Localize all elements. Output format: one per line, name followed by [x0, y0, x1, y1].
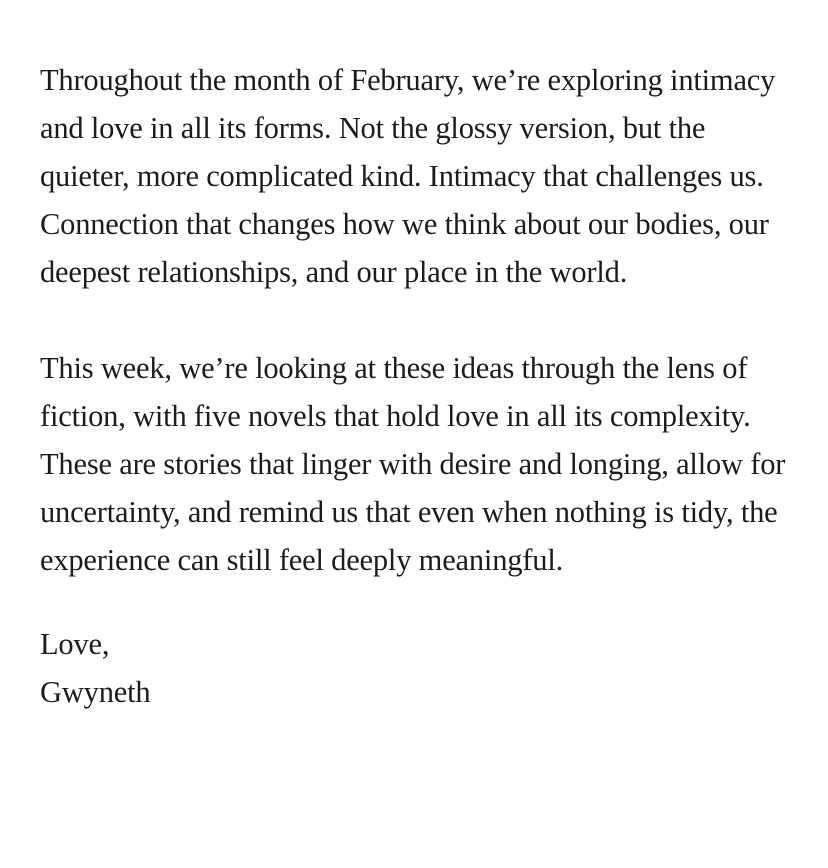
letter-body — [40, 56, 792, 716]
signoff — [40, 620, 792, 716]
signature: Gwyneth — [40, 675, 151, 709]
fiction-paragraph: This week, we’re looking at these ideas through the lens of fiction, with five novels that hold love in all its complexity. These are stories that linger with desire and longing, allow for uncertainty, and remind us that even when nothing is tidy, the experience can still feel deeply meaningful. — [40, 351, 786, 577]
closing: Love, — [40, 627, 110, 661]
intro-paragraph: Throughout the month of February, we’re exploring intimacy and love in all its forms. Not the glossy version, but the quieter, more complicated kind. Intimacy that challenges us. Connection that changes how we think about our bodies, our deepest relationships, and our place in the world. — [40, 63, 776, 289]
